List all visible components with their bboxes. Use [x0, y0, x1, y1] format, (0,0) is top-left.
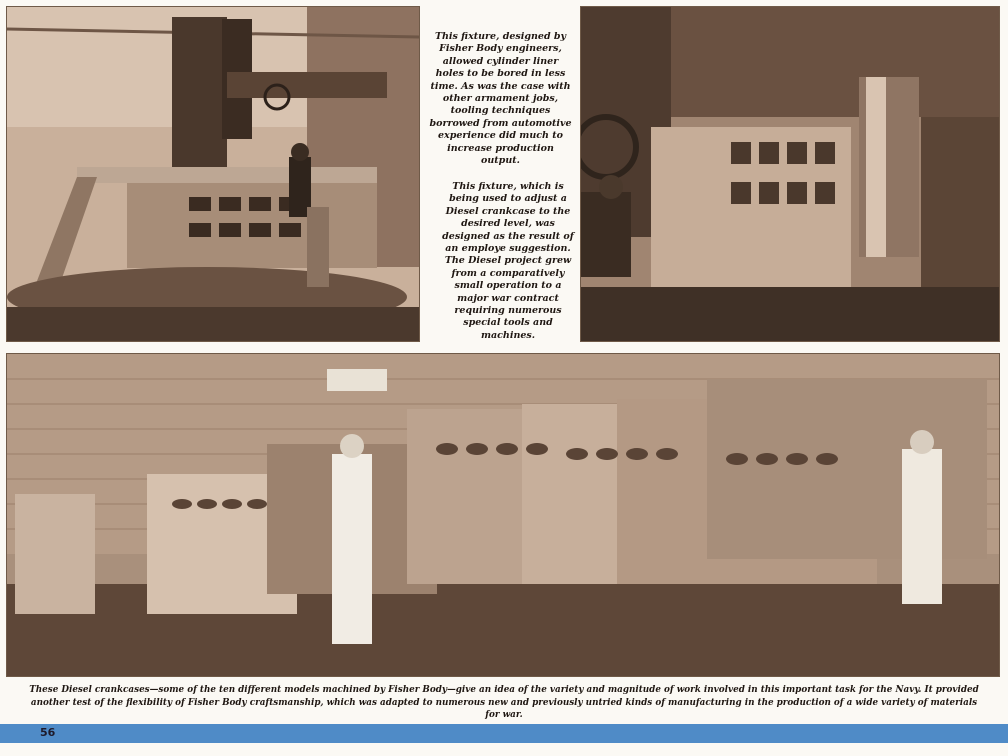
photo-diesel-crankcases: [6, 353, 1000, 677]
page-number: 56: [40, 726, 56, 739]
note-fixture-diesel: This fixture, which is being used to adjust a Diesel crankcase to the desired level, was designed as the result of an employe suggestion. The Diesel project grew from a comparatively small operation to a major war contract requiring numerous special tools and machines.: [442, 181, 574, 341]
photo-boring-fixture: [6, 6, 420, 342]
footer-bar: [0, 724, 1008, 743]
note-fixture-liner: This fixture, designed by Fisher Body engineers, allowed cylinder liner holes to be bored in less time. As was the case with other armament jobs, tooling techniques borrowed from automotive experience did much to increase production output.: [429, 31, 572, 167]
photo-caption: These Diesel crankcases—some of the ten different models machined by Fisher Body—give an idea of the variety and magnitude of work involved in this important task for the Navy. It provided another test of the flexibility of Fisher Body craftsmanship, which was adapted to numerous new and previously untried kinds of manufacturing in the production of a wide variety of materials for war.: [29, 685, 979, 721]
photo-crankcase-fixture: [580, 6, 1000, 342]
diesel-crankcases-illustration: [7, 354, 999, 676]
boring-fixture-illustration: [7, 7, 419, 341]
crankcase-fixture-illustration: [581, 7, 999, 341]
